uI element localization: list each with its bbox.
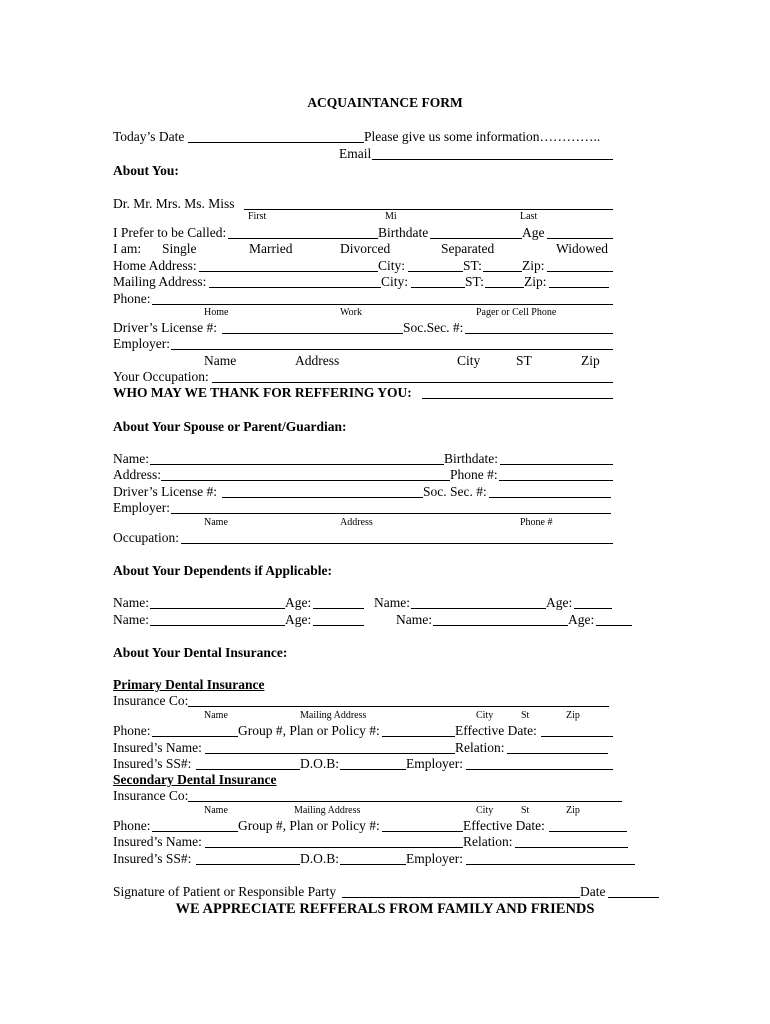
primary-caption-city: City — [476, 710, 494, 721]
primary-employer-field[interactable] — [466, 769, 613, 770]
caption-home: Home — [204, 307, 229, 318]
dep2-age-field[interactable] — [574, 608, 612, 609]
spouse-occupation-label: Occupation: — [113, 530, 179, 545]
spouse-soc-field[interactable] — [489, 497, 611, 498]
home-zip-label: Zip: — [522, 258, 545, 273]
primary-effective-field[interactable] — [541, 736, 613, 737]
spouse-name-label: Name: — [113, 451, 149, 466]
spouse-employer-field[interactable] — [171, 513, 611, 514]
secondary-dob-field[interactable] — [340, 864, 406, 865]
mailing-address-field[interactable] — [209, 287, 381, 288]
signature-date-label: Date — [580, 884, 606, 899]
spouse-birthdate-field[interactable] — [500, 464, 613, 465]
dep3-age-label: Age: — [285, 612, 312, 627]
caption-spouse-name: Name — [204, 517, 228, 528]
referral-field[interactable] — [422, 398, 613, 399]
spouse-name-field[interactable] — [150, 464, 444, 465]
prefer-label: I Prefer to be Called: — [113, 225, 227, 240]
dep1-age-field[interactable] — [313, 608, 364, 609]
caption-spouse-address: Address — [340, 517, 373, 528]
occupation-label: Your Occupation: — [113, 369, 209, 384]
todays-date-label: Today’s Date — [113, 129, 185, 144]
secondary-ins-co-label: Insurance Co: — [113, 788, 189, 803]
marital-married[interactable]: Married — [249, 241, 293, 256]
secondary-insured-ss-field[interactable] — [196, 864, 300, 865]
todays-date-field[interactable] — [188, 142, 364, 143]
mailing-address-label: Mailing Address: — [113, 274, 207, 289]
age-field[interactable] — [547, 238, 613, 239]
primary-insured-name-label: Insured’s Name: — [113, 740, 202, 755]
primary-insured-name-field[interactable] — [205, 753, 455, 754]
primary-caption-st: St — [521, 710, 530, 721]
phone-field[interactable] — [152, 304, 613, 305]
mailing-zip-label: Zip: — [524, 274, 547, 289]
drivers-license-label: Driver’s License #: — [113, 320, 217, 335]
primary-caption-zip: Zip — [566, 710, 580, 721]
secondary-insured-ss-label: Insured’s SS#: — [113, 851, 192, 866]
primary-phone-field[interactable] — [152, 736, 238, 737]
primary-ins-co-field[interactable] — [188, 706, 609, 707]
primary-insured-ss-field[interactable] — [196, 769, 300, 770]
dep1-name-field[interactable] — [150, 608, 285, 609]
secondary-phone-label: Phone: — [113, 818, 151, 833]
email-field[interactable] — [372, 159, 613, 160]
birthdate-label: Birthdate — [378, 225, 429, 240]
dep3-name-field[interactable] — [150, 625, 285, 626]
secondary-insurance-heading: Secondary Dental Insurance — [113, 772, 277, 787]
full-name-field[interactable] — [244, 209, 613, 210]
primary-caption-name: Name — [204, 710, 228, 721]
secondary-caption-city: City — [476, 805, 494, 816]
employer-label: Employer: — [113, 336, 170, 351]
insurance-heading: About Your Dental Insurance: — [113, 645, 288, 660]
caption-pager: Pager or Cell Phone — [476, 307, 557, 318]
email-label: Email — [339, 146, 372, 161]
drivers-license-field[interactable] — [222, 333, 403, 334]
caption-emp-name: Name — [204, 353, 237, 368]
secondary-phone-field[interactable] — [152, 831, 238, 832]
dep1-name-label: Name: — [113, 595, 149, 610]
secondary-caption-name: Name — [204, 805, 228, 816]
dependents-heading: About Your Dependents if Applicable: — [113, 563, 333, 578]
home-city-field[interactable] — [408, 271, 463, 272]
primary-phone-label: Phone: — [113, 723, 151, 738]
primary-ins-co-label: Insurance Co: — [113, 693, 189, 708]
home-address-label: Home Address: — [113, 258, 197, 273]
secondary-employer-label: Employer: — [406, 851, 463, 866]
secondary-effective-field[interactable] — [549, 831, 627, 832]
spouse-birthdate-label: Birthdate: — [444, 451, 498, 466]
mailing-zip-field[interactable] — [549, 287, 609, 288]
home-st-label: ST: — [463, 258, 482, 273]
spouse-employer-label: Employer: — [113, 500, 170, 515]
caption-work: Work — [340, 307, 362, 318]
referral-label: WHO MAY WE THANK FOR REFFERING YOU: — [113, 385, 412, 400]
signature-date-field[interactable] — [608, 897, 659, 898]
caption-first: First — [248, 211, 267, 222]
primary-employer-label: Employer: — [406, 756, 463, 771]
caption-emp-st: ST — [516, 353, 532, 368]
mailing-city-field[interactable] — [411, 287, 465, 288]
caption-emp-city: City — [457, 353, 481, 368]
primary-group-label: Group #, Plan or Policy #: — [238, 723, 380, 738]
employer-field[interactable] — [171, 349, 613, 350]
spouse-phone-field[interactable] — [499, 480, 613, 481]
salutation-label: Dr. Mr. Mrs. Ms. Miss — [113, 196, 235, 211]
footer-banner: WE APPRECIATE REFFERALS FROM FAMILY AND FRIENDS — [175, 901, 595, 917]
i-am-label: I am: — [113, 241, 142, 256]
spouse-soc-label: Soc. Sec. #: — [423, 484, 487, 499]
caption-spouse-phone: Phone # — [520, 517, 553, 528]
occupation-field[interactable] — [212, 382, 613, 383]
dep4-name-field[interactable] — [433, 625, 568, 626]
secondary-dob-label: D.O.B: — [300, 851, 340, 866]
spouse-heading: About Your Spouse or Parent/Guardian: — [113, 419, 347, 434]
spouse-phone-label: Phone #: — [450, 467, 498, 482]
marital-widowed[interactable]: Widowed — [556, 241, 608, 256]
primary-insurance-heading: Primary Dental Insurance — [113, 677, 265, 692]
phone-label: Phone: — [113, 291, 151, 306]
age-label: Age — [522, 225, 545, 240]
dep4-name-label: Name: — [396, 612, 432, 627]
soc-sec-label: Soc.Sec. #: — [403, 320, 464, 335]
secondary-insured-name-label: Insured’s Name: — [113, 834, 202, 849]
secondary-ins-co-field[interactable] — [188, 801, 622, 802]
about-you-heading: About You: — [113, 163, 179, 178]
dep4-age-field[interactable] — [596, 625, 632, 626]
primary-caption-mailing: Mailing Address — [300, 710, 367, 721]
dep1-age-label: Age: — [285, 595, 312, 610]
primary-dob-field[interactable] — [340, 769, 406, 770]
spouse-dl-label: Driver’s License #: — [113, 484, 217, 499]
dep3-age-field[interactable] — [313, 625, 364, 626]
primary-dob-label: D.O.B: — [300, 756, 340, 771]
signature-field[interactable] — [342, 897, 580, 898]
spouse-occupation-field[interactable] — [181, 543, 613, 544]
secondary-caption-zip: Zip — [566, 805, 580, 816]
dep3-name-label: Name: — [113, 612, 149, 627]
dep4-age-label: Age: — [568, 612, 595, 627]
mailing-st-label: ST: — [465, 274, 484, 289]
spouse-address-field[interactable] — [161, 480, 450, 481]
caption-emp-zip: Zip — [581, 353, 600, 368]
caption-mi: Mi — [385, 211, 397, 222]
secondary-caption-st: St — [521, 805, 530, 816]
spouse-dl-field[interactable] — [222, 497, 423, 498]
secondary-employer-field[interactable] — [466, 864, 635, 865]
signature-label: Signature of Patient or Responsible Party — [113, 884, 337, 899]
dep2-age-label: Age: — [546, 595, 573, 610]
secondary-caption-mailing: Mailing Address — [294, 805, 361, 816]
secondary-group-field[interactable] — [382, 831, 463, 832]
secondary-group-label: Group #, Plan or Policy #: — [238, 818, 380, 833]
primary-relation-label: Relation: — [455, 740, 505, 755]
primary-insured-ss-label: Insured’s SS#: — [113, 756, 192, 771]
mailing-city-label: City: — [381, 274, 409, 289]
spouse-address-label: Address: — [113, 467, 161, 482]
secondary-relation-field[interactable] — [515, 847, 628, 848]
form-title: ACQUAINTANCE FORM — [307, 95, 463, 110]
dep2-name-label: Name: — [374, 595, 410, 610]
home-st-field[interactable] — [483, 271, 522, 272]
caption-emp-address: Address — [295, 353, 340, 368]
home-zip-field[interactable] — [547, 271, 613, 272]
primary-effective-label: Effective Date: — [455, 723, 537, 738]
dep2-name-field[interactable] — [411, 608, 546, 609]
secondary-effective-label: Effective Date: — [463, 818, 545, 833]
soc-sec-field[interactable] — [465, 333, 613, 334]
secondary-insured-name-field[interactable] — [205, 847, 463, 848]
prefer-field[interactable] — [228, 238, 378, 239]
caption-last: Last — [520, 211, 538, 222]
marital-single[interactable]: Single — [162, 241, 197, 256]
birthdate-field[interactable] — [430, 238, 522, 239]
mailing-st-field[interactable] — [485, 287, 524, 288]
primary-relation-field[interactable] — [507, 753, 608, 754]
primary-group-field[interactable] — [382, 736, 455, 737]
home-address-field[interactable] — [199, 271, 378, 272]
secondary-relation-label: Relation: — [463, 834, 513, 849]
marital-divorced[interactable]: Divorced — [340, 241, 391, 256]
marital-separated[interactable]: Separated — [441, 241, 495, 256]
info-prompt: Please give us some information………….. — [364, 129, 601, 144]
home-city-label: City: — [378, 258, 406, 273]
